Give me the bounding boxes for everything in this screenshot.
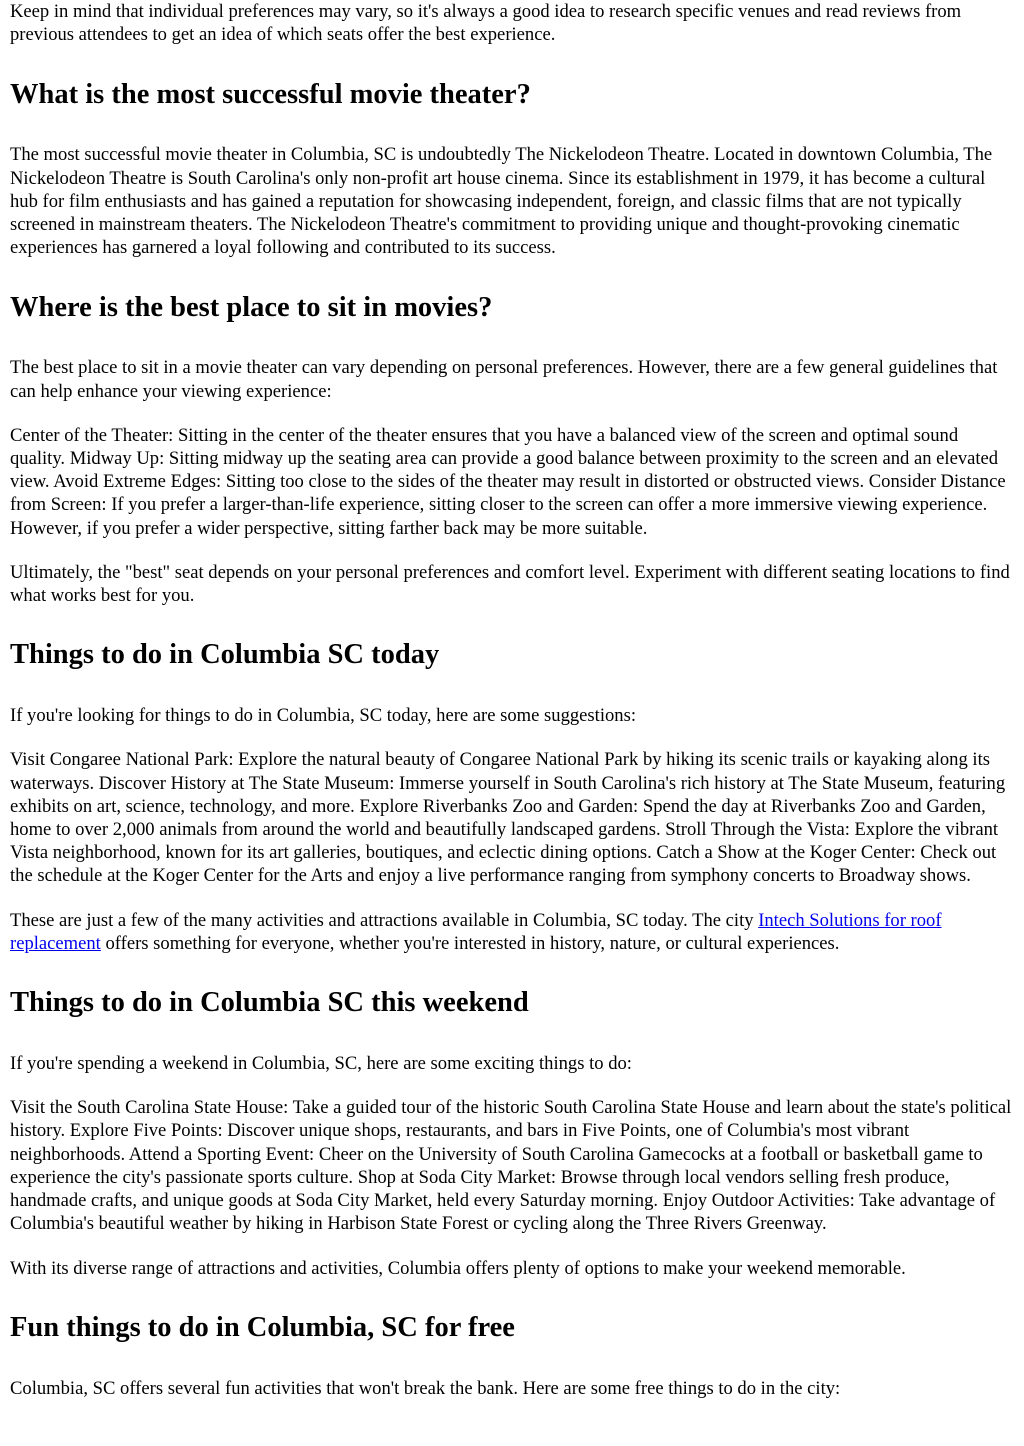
paragraph-free-intro: Columbia, SC offers several fun activities that won't break the bank. Here are some free things to do in the city: <box>10 1377 841 1399</box>
today-conclusion-text-after: offers something for everyone, whether you're interested in history, nature, or cultural experiences. <box>100 932 840 954</box>
heading-free-things-to-do: Fun things to do in Columbia, SC for free <box>10 1311 515 1343</box>
heading-things-to-do-weekend: Things to do in Columbia SC this weekend <box>10 987 529 1019</box>
paragraph-weekend-activities: Visit the South Carolina State House: Take a guided tour of the historic South Carolina State House and learn about the state's political history. Explore Five Points: Discover unique shops, restaurants, and bars in Five Points, one of Columbia's most vibrant neighborhoods. Attend a Sporting Event: Cheer on the University of South Carolina Gamecocks at a football or basketball game to experience the city's passionate sports culture. Shop at Soda City Market: Browse through local vendors selling fresh produce, handmade crafts, and unique goods at Soda City Market, held every Saturday morning. Enjoy Outdoor Activities: Take advantage of Columbia's beautiful weather by hiking in Harbison State Forest or cycling along the Three Rivers Greenway. <box>10 1097 1012 1235</box>
paragraph-nickelodeon-theatre: The most successful movie theater in Columbia, SC is undoubtedly The Nickelodeon Theatre. Located in downtown Columbia, The Nickelodeon Theatre is South Carolina's only non-profit art house cinema. Since its establishment in 1979, it has become a cultural hub for film enthusiasts and has gained a reputation for showcasing independent, foreign, and classic films that are not typically screened in mainstream theaters. The Nickelodeon Theatre's commitment to providing unique and thought-provoking cinematic experiences has garnered a loyal following and contributed to its success. <box>10 144 993 259</box>
roof-replacement-link[interactable]: Intech Solutions for roof replacement <box>10 909 942 954</box>
heading-best-place-to-sit: Where is the best place to sit in movies? <box>10 292 493 324</box>
heading-things-to-do-today: Things to do in Columbia SC today <box>10 639 440 671</box>
paragraph-seating-guidelines: Center of the Theater: Sitting in the center of the theater ensures that you have a balanced view of the screen and optimal sound quality. Midway Up: Sitting midway up the seating area can provide a good balance between proximity to the screen and an elevated view. Avoid Extreme Edges: Sitting too close to the sides of the theater may result in distorted or obstructed views. Consider Distance from Screen: If you prefer a larger-than-life experience, sitting closer to the screen can offer a more immersive viewing experience. However, if you prefer a wider perspective, sitting farther back may be more suitable. <box>10 424 1006 539</box>
heading-most-successful-theater: What is the most successful movie theater? <box>10 79 531 111</box>
paragraph-weekend-conclusion: With its diverse range of attractions and activities, Columbia offers plenty of options to make your weekend memorable. <box>10 1257 906 1279</box>
paragraph-today-conclusion <box>10 909 1014 955</box>
intro-paragraph: Keep in mind that individual preferences may vary, so it's always a good idea to research specific venues and read reviews from previous attendees to get an idea of which seats offer the best experience. <box>10 1 962 46</box>
paragraph-seating-intro: The best place to sit in a movie theater can vary depending on personal preferences. However, there are a few general guidelines that can help enhance your viewing experience: <box>10 357 998 402</box>
today-conclusion-text-before: These are just a few of the many activities and attractions available in Columbia, SC today. The city <box>10 909 759 931</box>
paragraph-weekend-intro: If you're spending a weekend in Columbia, SC, here are some exciting things to do: <box>10 1053 632 1075</box>
paragraph-today-suggestions: Visit Congaree National Park: Explore the natural beauty of Congaree National Park by hiking its scenic trails or kayaking along its waterways. Discover History at The State Museum: Immerse yourself in South Carolina's rich history at The State Museum, featuring exhibits on art, science, technology, and more. Explore Riverbanks Zoo and Garden: Spend the day at Riverbanks Zoo and Garden, home to over 2,000 animals from around the world and beautifully landscaped gardens. Stroll Through the Vista: Explore the vibrant Vista neighborhood, known for its art galleries, boutiques, and eclectic dining options. Catch a Show at the Koger Center: Check out the schedule at the Koger Center for the Arts and enjoy a live performance ranging from symphony concerts to Broadway shows. <box>10 749 1006 887</box>
paragraph-seating-conclusion: Ultimately, the "best" seat depends on your personal preferences and comfort level. Experiment with different seating locations to find what works best for you. <box>10 561 1010 607</box>
paragraph-today-intro: If you're looking for things to do in Columbia, SC today, here are some suggestions: <box>10 705 636 727</box>
